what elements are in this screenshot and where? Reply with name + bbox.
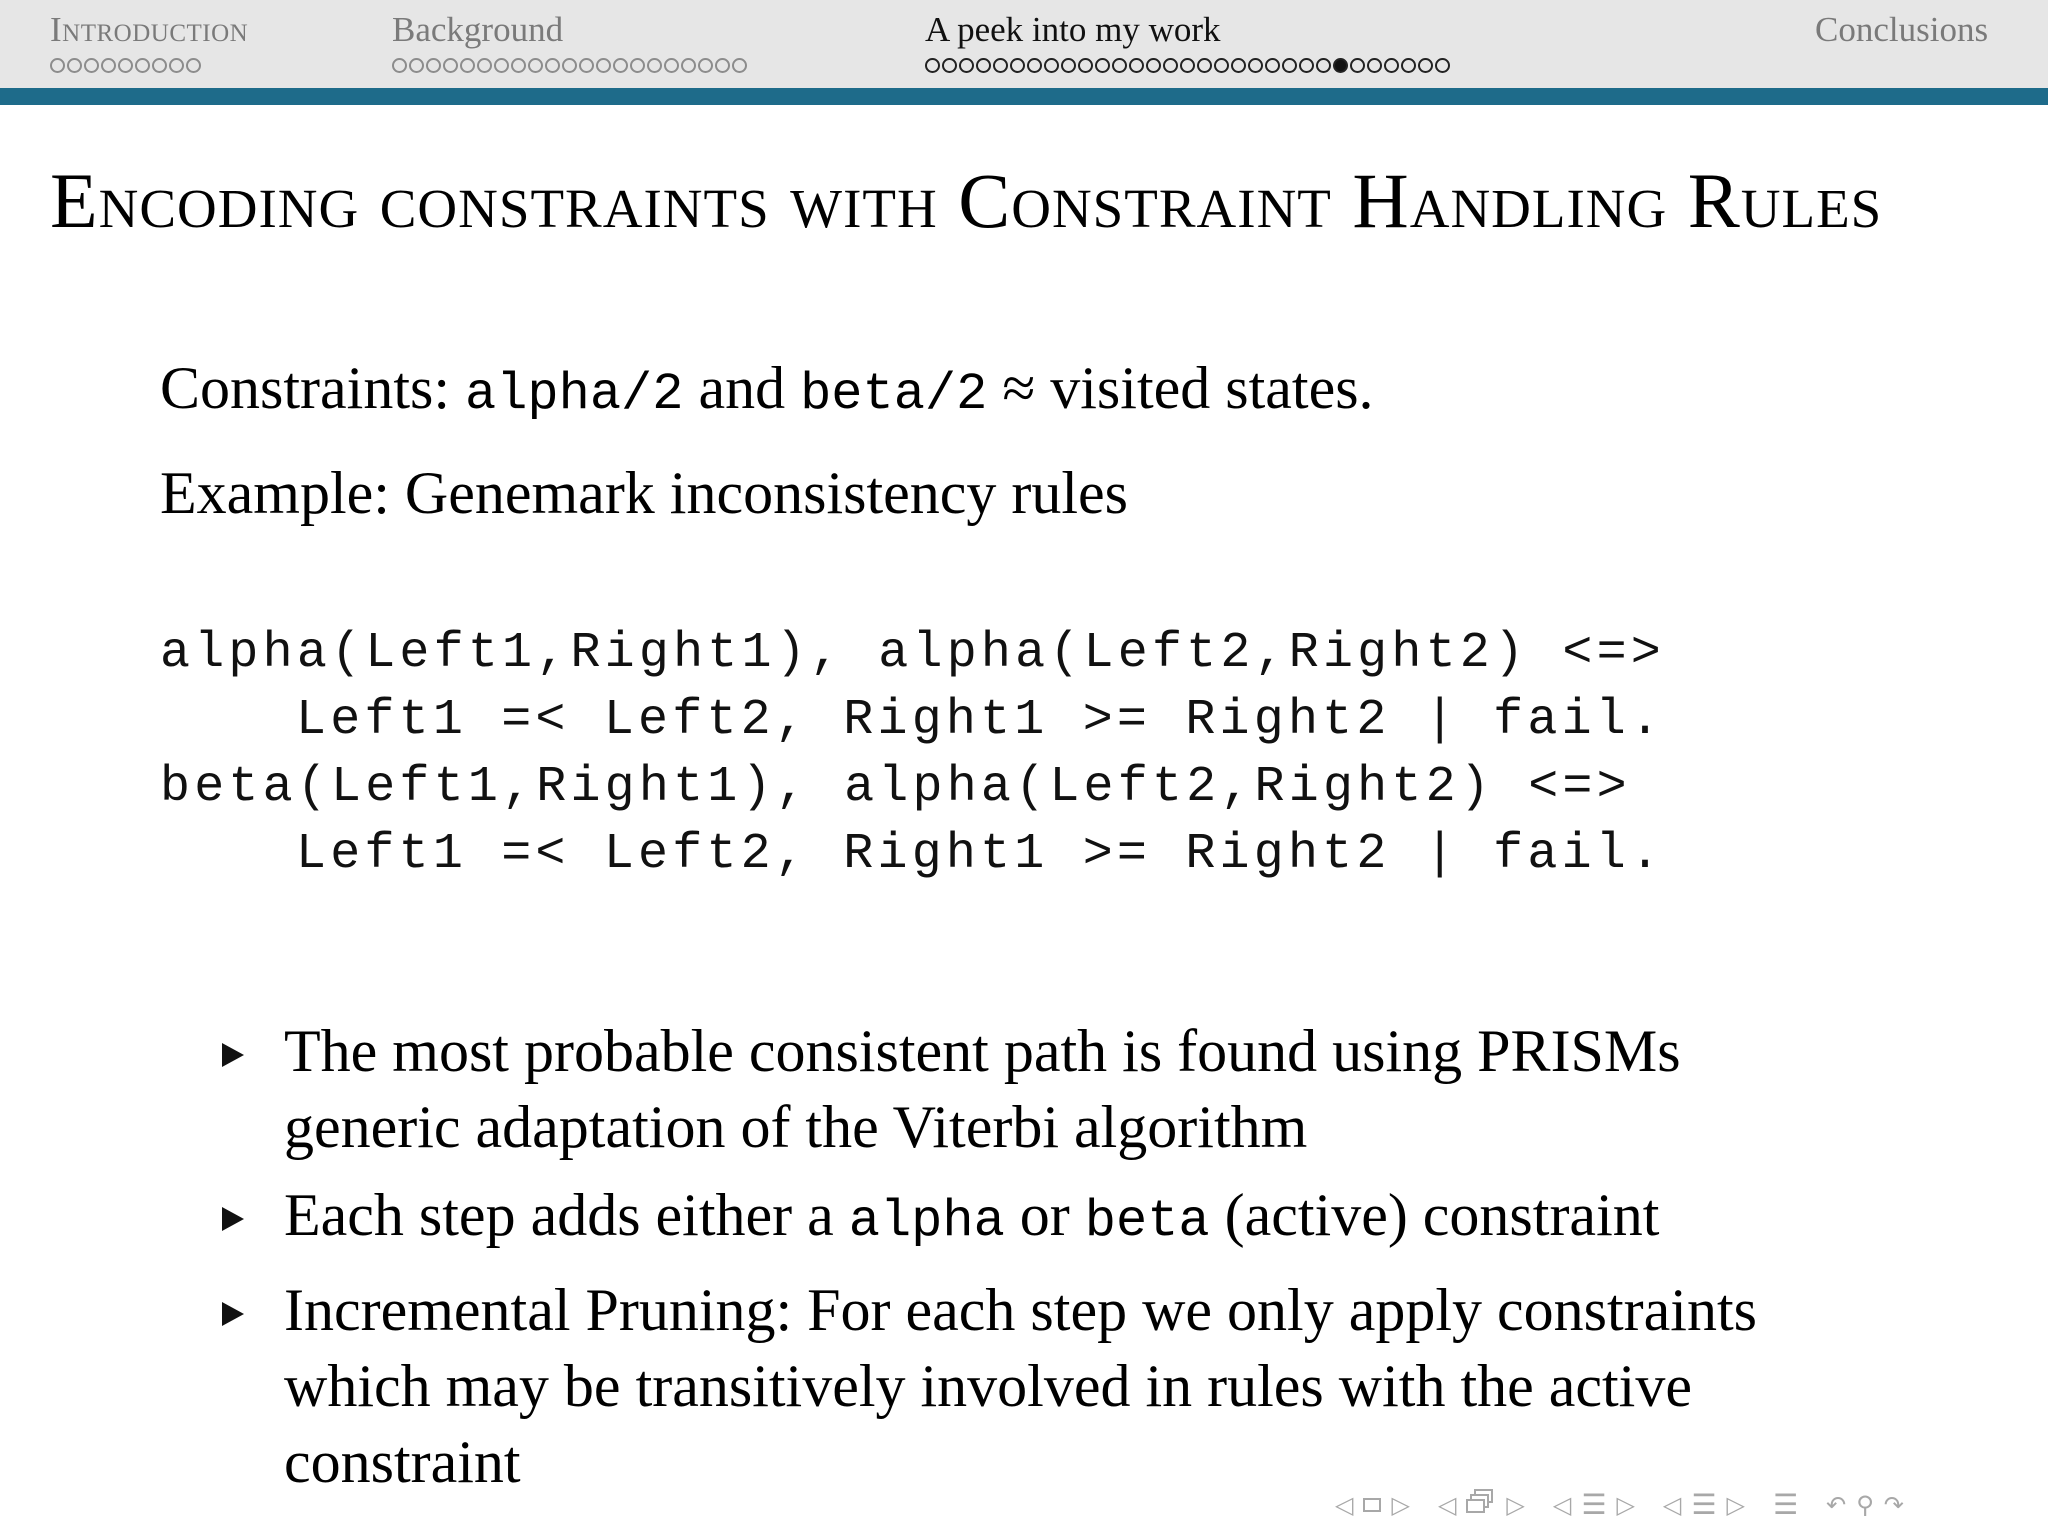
frame-dot[interactable] bbox=[477, 58, 492, 73]
nav-section-dots bbox=[50, 58, 248, 73]
frame-dot[interactable] bbox=[1384, 58, 1399, 73]
frame-dot[interactable] bbox=[579, 58, 594, 73]
code-line: Left1 =< Left2, Right1 >= Right2 | fail. bbox=[296, 692, 1665, 749]
frame-dot[interactable] bbox=[1197, 58, 1212, 73]
bullet-text: Incremental Pruning: For each step we only apply constraints which may be transitively involved in rules with the active constraint bbox=[284, 1277, 1757, 1495]
bullet-triangle-icon bbox=[222, 1207, 244, 1231]
frame-dot[interactable] bbox=[976, 58, 991, 73]
frame-dot[interactable] bbox=[135, 58, 150, 73]
frame-dot[interactable] bbox=[1061, 58, 1076, 73]
appendix-lines-icon[interactable]: ☰ bbox=[1772, 1488, 1799, 1521]
frame-dot[interactable] bbox=[942, 58, 957, 73]
frame-dot[interactable] bbox=[664, 58, 679, 73]
beta-code: beta bbox=[1084, 1192, 1210, 1251]
frame-dot[interactable] bbox=[528, 58, 543, 73]
frame-dot[interactable] bbox=[1418, 58, 1433, 73]
frame-dot[interactable] bbox=[698, 58, 713, 73]
beta-constraint-code: beta/2 bbox=[800, 365, 988, 424]
presentation-lines-icon[interactable]: ☰ bbox=[1691, 1488, 1717, 1521]
frame-dot[interactable] bbox=[152, 58, 167, 73]
frame-dot[interactable] bbox=[1367, 58, 1382, 73]
frame-dot[interactable] bbox=[409, 58, 424, 73]
frame-dot[interactable] bbox=[1112, 58, 1127, 73]
frame-dot[interactable] bbox=[1350, 58, 1365, 73]
code-line: beta(Left1,Right1), alpha(Left2,Right2) <=> bbox=[160, 759, 1631, 816]
frame-dot[interactable] bbox=[101, 58, 116, 73]
frame-title: Encoding constraints with Constraint Handling Rules bbox=[50, 157, 1883, 244]
frame-dot[interactable] bbox=[647, 58, 662, 73]
constraints-statement bbox=[160, 353, 1374, 430]
section-nav-group[interactable] bbox=[1553, 1488, 1635, 1522]
frame-dot[interactable] bbox=[1214, 58, 1229, 73]
frame-dot[interactable] bbox=[1010, 58, 1025, 73]
frame-dot[interactable] bbox=[925, 58, 940, 73]
constraints-prefix: Constraints: bbox=[160, 355, 451, 421]
nav-section-conclusions[interactable] bbox=[1815, 6, 1988, 54]
alpha-code: alpha bbox=[848, 1192, 1005, 1251]
code-line: Left1 =< Left2, Right1 >= Right2 | fail. bbox=[296, 826, 1665, 883]
frame-dot[interactable] bbox=[426, 58, 441, 73]
frame-dot[interactable] bbox=[1078, 58, 1093, 73]
bullet-text-post: (active) constraint bbox=[1224, 1182, 1660, 1248]
subsection-stack-icon[interactable] bbox=[1466, 1487, 1496, 1524]
section-navigation-bar bbox=[0, 0, 2048, 88]
nav-left-arrow-icon[interactable]: ◁ bbox=[1552, 1491, 1572, 1519]
frame-dot[interactable] bbox=[1129, 58, 1144, 73]
section-lines-icon[interactable]: ☰ bbox=[1581, 1488, 1607, 1521]
frame-dot[interactable] bbox=[84, 58, 99, 73]
nav-right-arrow-icon[interactable]: ▷ bbox=[1506, 1491, 1525, 1519]
nav-section-dots bbox=[392, 58, 749, 73]
frame-dot[interactable] bbox=[1401, 58, 1416, 73]
example-heading: Example: Genemark inconsistency rules bbox=[160, 460, 1129, 526]
nav-section-title[interactable]: Introduction bbox=[50, 10, 249, 49]
nav-section-title[interactable]: Conclusions bbox=[1815, 10, 1989, 49]
frame-dot[interactable] bbox=[67, 58, 82, 73]
nav-left-arrow-icon[interactable]: ◁ bbox=[1662, 1491, 1682, 1519]
frame-dot[interactable] bbox=[50, 58, 65, 73]
frame-dot[interactable] bbox=[1265, 58, 1280, 73]
frame-dot[interactable] bbox=[1282, 58, 1297, 73]
bullet-item bbox=[222, 1013, 1872, 1165]
constraints-suffix: ≈ visited states. bbox=[1002, 355, 1374, 421]
frame-dot[interactable] bbox=[392, 58, 407, 73]
frame-dot[interactable] bbox=[545, 58, 560, 73]
bullet-triangle-icon bbox=[222, 1302, 244, 1326]
beamer-navigation-symbols bbox=[1335, 1488, 1932, 1522]
appendix-nav-group[interactable] bbox=[1773, 1488, 1798, 1522]
current-frame-dot[interactable] bbox=[1333, 58, 1348, 73]
constraints-and: and bbox=[698, 355, 786, 421]
frame-dot[interactable] bbox=[186, 58, 201, 73]
nav-section-background[interactable] bbox=[392, 6, 749, 73]
nav-section-introduction[interactable] bbox=[50, 6, 248, 73]
nav-left-arrow-icon[interactable]: ◁ bbox=[1437, 1491, 1457, 1519]
nav-section-title[interactable]: Background bbox=[392, 10, 564, 49]
nav-right-arrow-icon[interactable]: ▷ bbox=[1616, 1491, 1635, 1519]
bullet-text-or: or bbox=[1019, 1182, 1070, 1248]
search-icon[interactable]: ⚲ bbox=[1856, 1491, 1874, 1519]
bullet-list bbox=[222, 1013, 1872, 1512]
frame-dot[interactable] bbox=[118, 58, 133, 73]
redo-icon[interactable]: ↷ bbox=[1883, 1491, 1904, 1519]
bullet-text: The most probable consistent path is found using PRISMs generic adaptation of the Viterbi algorithm bbox=[284, 1018, 1681, 1160]
frame-dot[interactable] bbox=[1146, 58, 1161, 73]
frame-icon[interactable] bbox=[1363, 1498, 1381, 1512]
frame-dot[interactable] bbox=[1248, 58, 1263, 73]
frame-dot[interactable] bbox=[494, 58, 509, 73]
subsection-nav-group[interactable] bbox=[1438, 1487, 1525, 1524]
frame-dot[interactable] bbox=[443, 58, 458, 73]
frame-dot[interactable] bbox=[630, 58, 645, 73]
frame-dot[interactable] bbox=[511, 58, 526, 73]
frame-dot[interactable] bbox=[562, 58, 577, 73]
frame-dot[interactable] bbox=[959, 58, 974, 73]
code-line: alpha(Left1,Right1), alpha(Left2,Right2) <=> bbox=[160, 625, 1666, 682]
bullet-triangle-icon bbox=[222, 1043, 244, 1067]
frame-dot[interactable] bbox=[1027, 58, 1042, 73]
search-nav-group[interactable] bbox=[1826, 1488, 1904, 1522]
frame-dot[interactable] bbox=[460, 58, 475, 73]
frame-dot[interactable] bbox=[169, 58, 184, 73]
presentation-nav-group[interactable] bbox=[1663, 1488, 1745, 1522]
bullet-item bbox=[222, 1272, 1872, 1500]
nav-section-title[interactable]: A peek into my work bbox=[925, 10, 1221, 49]
alpha-constraint-code: alpha/2 bbox=[465, 365, 684, 424]
frame-dot[interactable] bbox=[993, 58, 1008, 73]
frame-dot[interactable] bbox=[596, 58, 611, 73]
chr-rules-code-block bbox=[160, 620, 1665, 888]
nav-right-arrow-icon[interactable]: ▷ bbox=[1391, 1491, 1410, 1519]
frame-dot[interactable] bbox=[1316, 58, 1331, 73]
frame-dot[interactable] bbox=[732, 58, 747, 73]
frame-dot[interactable] bbox=[1299, 58, 1314, 73]
frame-dot[interactable] bbox=[1095, 58, 1110, 73]
frame-dot[interactable] bbox=[681, 58, 696, 73]
frame-dot[interactable] bbox=[1180, 58, 1195, 73]
frame-dot[interactable] bbox=[1163, 58, 1178, 73]
nav-left-arrow-icon[interactable]: ◁ bbox=[1335, 1491, 1354, 1519]
stack-icon bbox=[1466, 1487, 1496, 1515]
nav-section-peek-into-my-work[interactable] bbox=[925, 6, 1452, 73]
bullet-item bbox=[222, 1177, 1872, 1260]
nav-section-dots bbox=[925, 58, 1452, 73]
frame-dot[interactable] bbox=[1231, 58, 1246, 73]
nav-right-arrow-icon[interactable]: ▷ bbox=[1726, 1491, 1745, 1519]
frame-dot[interactable] bbox=[613, 58, 628, 73]
header-divider-rule bbox=[0, 88, 2048, 105]
frame-dot[interactable] bbox=[1044, 58, 1059, 73]
undo-icon[interactable]: ↶ bbox=[1826, 1491, 1847, 1519]
frame-dot[interactable] bbox=[715, 58, 730, 73]
frame-dot[interactable] bbox=[1435, 58, 1450, 73]
bullet-text-pre: Each step adds either a bbox=[284, 1182, 834, 1248]
frame-nav-group[interactable] bbox=[1335, 1488, 1410, 1522]
